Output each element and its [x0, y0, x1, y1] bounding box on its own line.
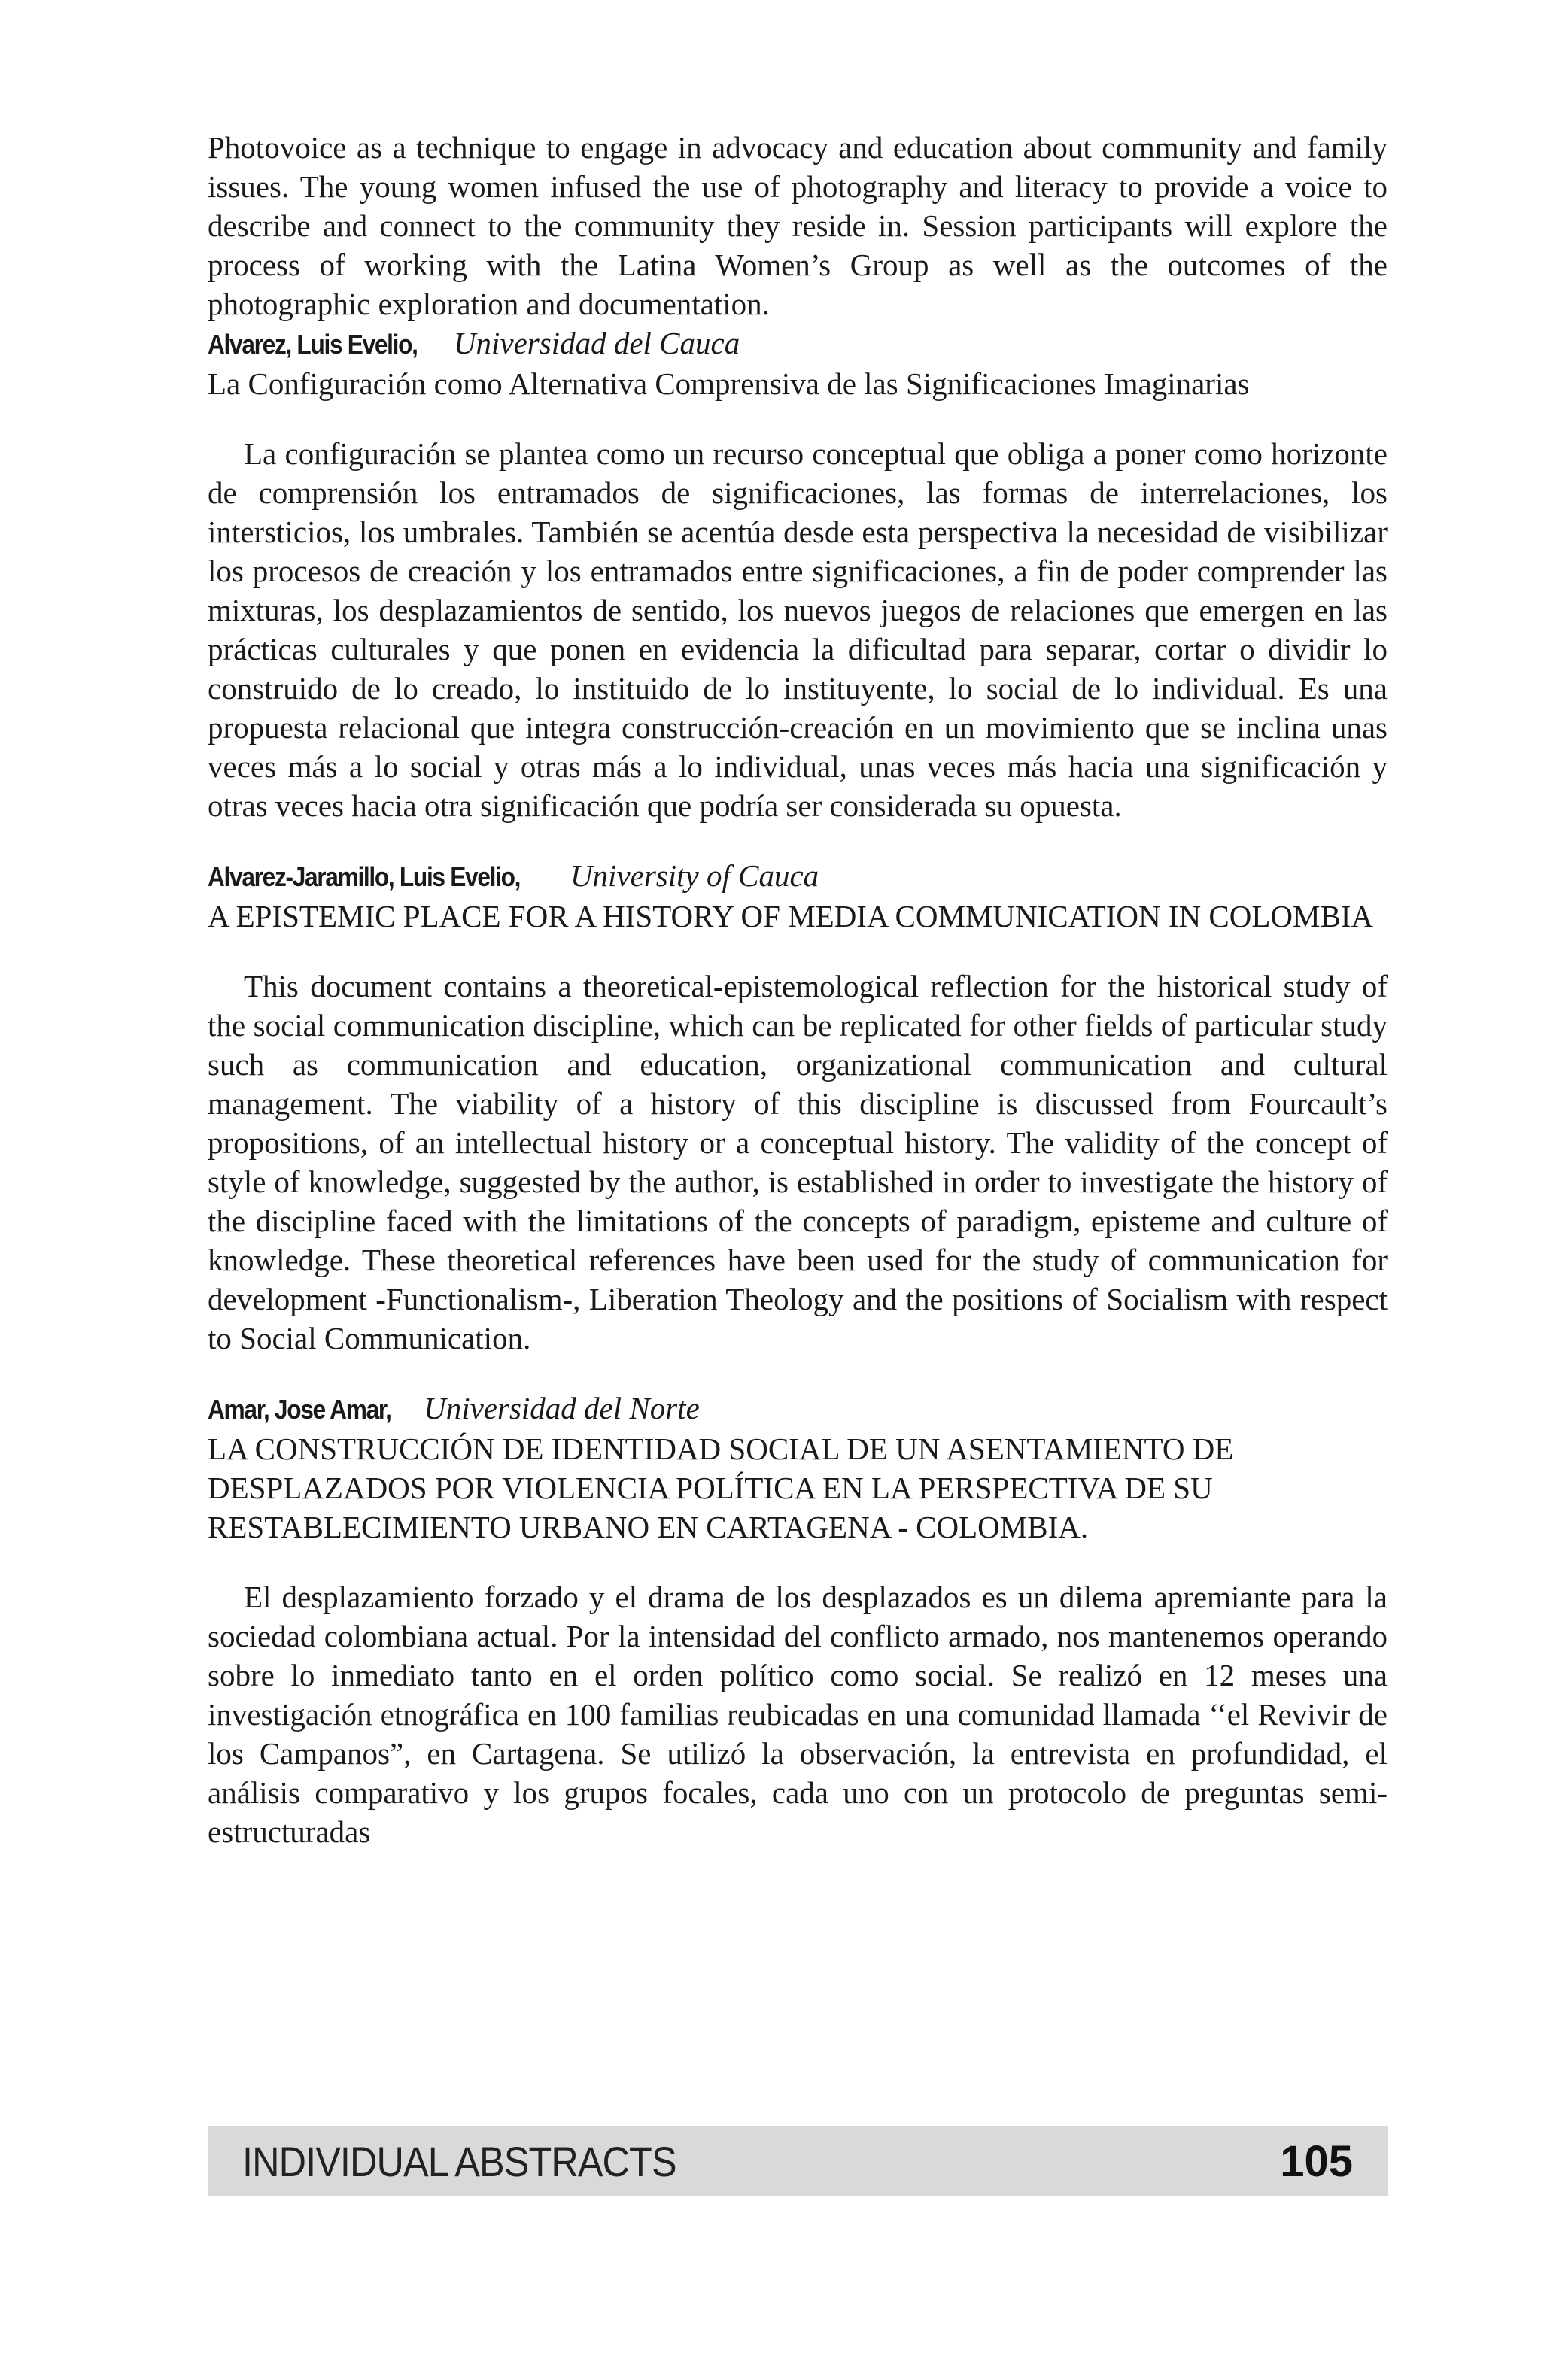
- abstract-title: LA CONSTRUCCIÓN DE IDENTIDAD SOCIAL DE UN ASENTAMIENTO DE DESPLAZADOS POR VIOLENCIA POLÍTICA EN LA PERSPECTIVA DE SU RESTABLECIMIENTO URBANO EN CARTAGENA - COLOMBIA.: [208, 1431, 1234, 1544]
- entry-heading: [208, 323, 1388, 364]
- intro-block: [208, 128, 1388, 323]
- footer-section-label: INDIVIDUAL ABSTRACTS: [242, 2137, 676, 2185]
- author-affiliation: Universidad del Cauca: [453, 326, 740, 360]
- abstract-text: La configuración se plantea como un recurso conceptual que obliga a poner como horizonte de comprensión los entramados de significaciones, las formas de interrelaciones, los intersticios, los umbrales. También se acentúa desde esta perspectiva la necesidad de visibilizar los procesos de creación y los entramados entre significaciones, a fin de poder comprender las mixturas, los desplazamientos de sentido, los nuevos juegos de relaciones que emergen en las prácticas culturales y que ponen en evidencia la dificultad para separar, cortar o dividir lo construido de lo creado, lo instituido de lo instituyente, lo social de lo individual. Es una propuesta relacional que integra construcción-creación en un movimiento que se inclina unas veces más a lo social y otras más a lo individual, unas veces más hacia una significación y otras veces hacia otra significación que podría ser considerada su opuesta.: [208, 436, 1388, 823]
- abstract-text: This document contains a theoretical-epistemological reflection for the historical study of the social communication discipline, which can be replicated for other fields of particular study such as communication and education, organizational communication and cultural management. The viability of a history of this discipline is discussed from Fourcault’s propositions, of an intellectual history or a conceptual history. The validity of the concept of style of knowledge, suggested by the author, is established in order to investigate the history of the discipline faced with the limitations of the concepts of paradigm, episteme and culture of knowledge. These theoretical references have been used for the study of communication for development -Functionalism-, Liberation Theology and the positions of Socialism with respect to Social Communication.: [208, 969, 1388, 1355]
- page-number: 105: [1280, 2136, 1353, 2186]
- page-footer: [208, 2126, 1388, 2196]
- abstract-entry: [208, 1389, 1388, 1851]
- author-affiliation: Universidad del Norte: [424, 1391, 700, 1425]
- abstract-title: La Configuración como Alternativa Comprensiva de las Significaciones Imaginarias: [208, 366, 1250, 401]
- intro-paragraph: Photovoice as a technique to engage in advocacy and education about community and family issues. The young women infused the use of photography and literacy to provide a voice to describe and connect to the community they reside in. Session participants will explore the process of working with the Latina Women’s Group as well as the outcomes of the photographic exploration and documentation.: [208, 130, 1388, 321]
- abstract-title: A EPISTEMIC PLACE FOR A HISTORY OF MEDIA COMMUNICATION IN COLOMBIA: [208, 899, 1374, 933]
- author-name: Alvarez, Luis Evelio,: [208, 329, 418, 360]
- abstract-text: El desplazamiento forzado y el drama de los desplazados es un dilema apremiante para la sociedad colombiana actual. Por la intensidad del conflicto armado, nos mantenemos operando sobre lo inmediato tanto en el orden político como social. Se realizó en 12 meses una investigación etnográfica en 100 familias reubicadas en una comunidad llamada ‘‘el Revivir de los Campanos”, en Cartagena. Se utilizó la observación, la entrevista en profundidad, el análisis comparativo y los grupos focales, cada uno con un protocolo de preguntas semi-estructuradas: [208, 1580, 1388, 1849]
- abstract-entry: [208, 856, 1388, 1358]
- abstract-entry: [208, 323, 1388, 825]
- author-affiliation: University of Cauca: [570, 858, 819, 893]
- author-name: Amar, Jose Amar,: [208, 1394, 391, 1425]
- entry-heading: [208, 856, 1388, 897]
- entry-heading: [208, 1389, 1388, 1429]
- author-name: Alvarez-Jaramillo, Luis Evelio,: [208, 861, 521, 892]
- page-body: [208, 128, 1388, 1882]
